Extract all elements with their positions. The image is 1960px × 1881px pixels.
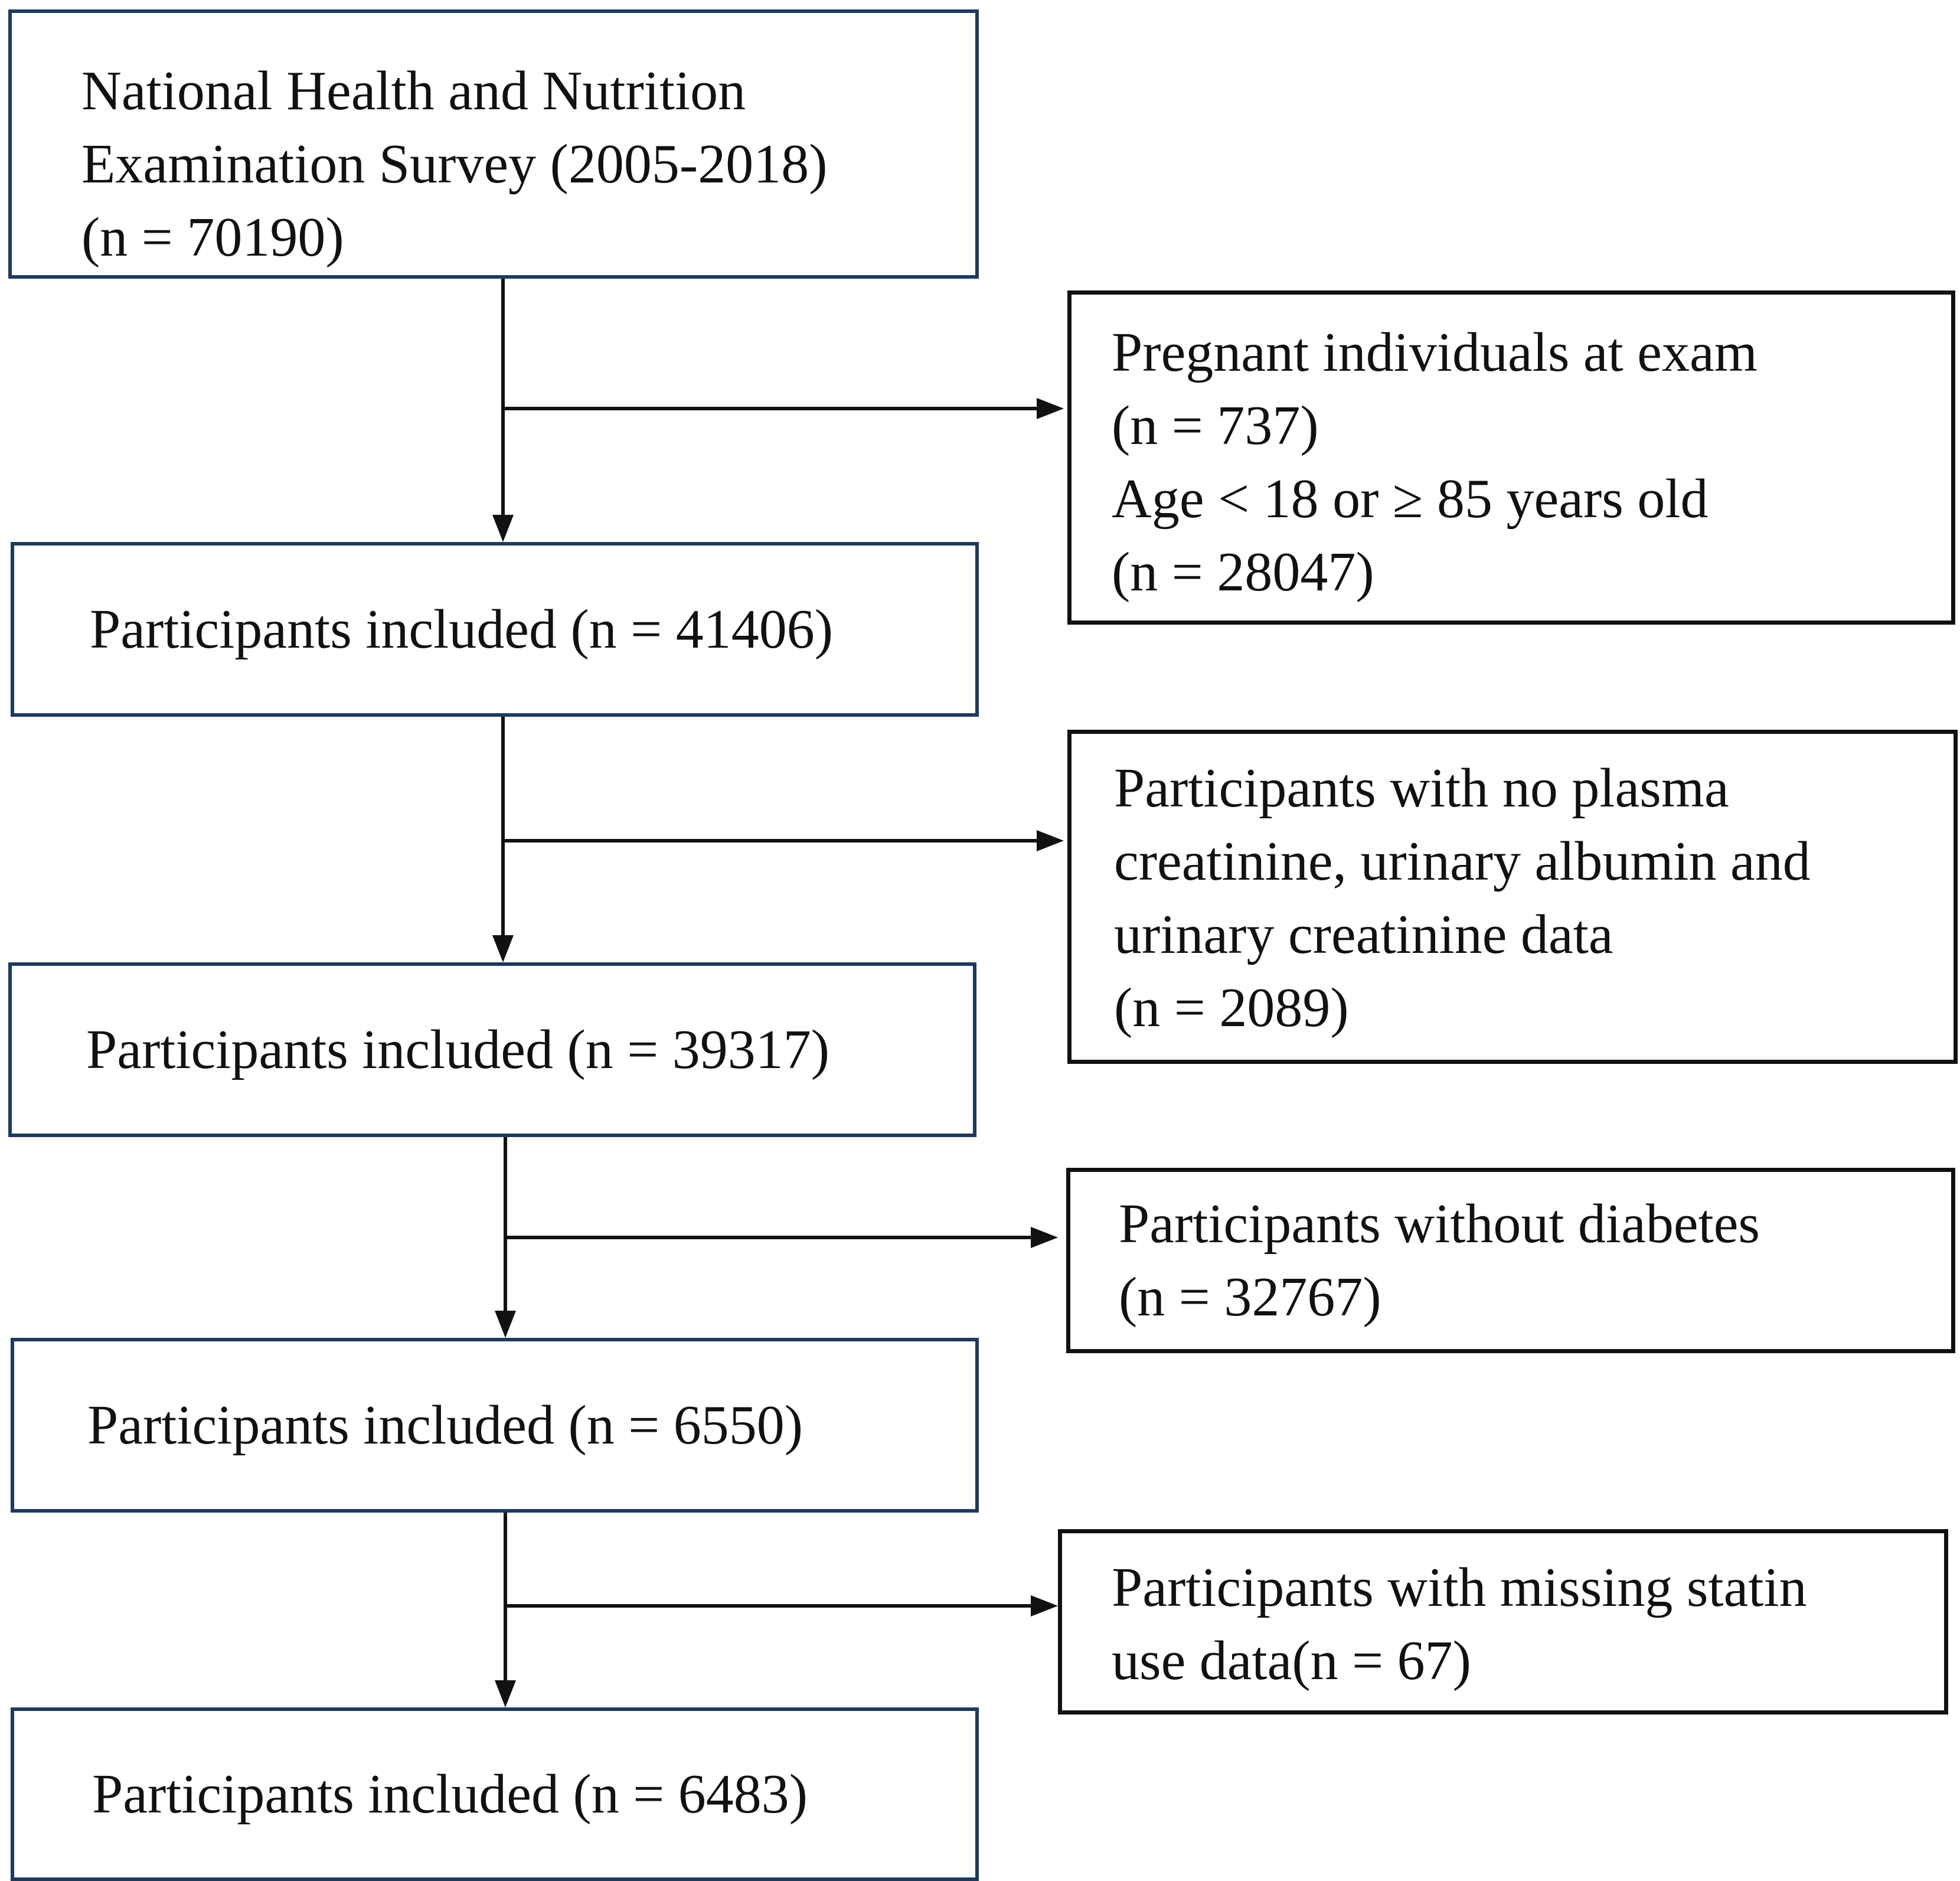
included-label-2: Participants included (n = 39317) xyxy=(86,1019,830,1080)
side-arrow-1-head xyxy=(1037,398,1064,419)
down-arrow-1-head xyxy=(492,515,514,542)
included-box-1 xyxy=(11,542,979,717)
exclusion-box-2 xyxy=(1067,730,1958,1064)
included-label-4: Participants included (n = 6483) xyxy=(92,1764,808,1825)
exclusion-box-4 xyxy=(1058,1529,1948,1715)
exclusion-1-line-3: Age < 18 or ≥ 85 years old xyxy=(1112,468,1709,530)
included-label-1: Participants included (n = 41406) xyxy=(90,599,834,660)
start-box xyxy=(8,9,979,279)
included-box-4 xyxy=(11,1707,979,1881)
exclusion-2-line-1: Participants with no plasma xyxy=(1114,757,1729,819)
side-arrow-2-head xyxy=(1037,830,1064,851)
included-label-3: Participants included (n = 6550) xyxy=(87,1395,803,1456)
down-arrow-3-head xyxy=(495,1311,516,1338)
down-arrow-4-head xyxy=(495,1680,516,1707)
exclusion-2-line-4: (n = 2089) xyxy=(1114,977,1349,1039)
exclusion-2-line-3: urinary creatinine data xyxy=(1114,904,1613,965)
start-line-3: (n = 70190) xyxy=(81,207,344,268)
exclusion-box-1 xyxy=(1067,290,1955,625)
start-line-1: National Health and Nutrition xyxy=(81,60,746,122)
included-box-3 xyxy=(11,1338,979,1513)
exclusion-2-line-2: creatinine, urinary albumin and xyxy=(1114,831,1811,892)
start-line-2: Examination Survey (2005-2018) xyxy=(81,133,828,195)
exclusion-1-line-2: (n = 737) xyxy=(1112,395,1319,456)
exclusion-box-3 xyxy=(1066,1168,1955,1353)
exclusion-1-line-1: Pregnant individuals at exam xyxy=(1112,322,1758,383)
side-arrow-4-head xyxy=(1031,1595,1058,1617)
exclusion-3-line-2: (n = 32767) xyxy=(1119,1266,1381,1328)
exclusion-3-line-1: Participants without diabetes xyxy=(1119,1193,1760,1255)
side-arrow-3-head xyxy=(1031,1227,1058,1248)
exclusion-4-line-2: use data(n = 67) xyxy=(1112,1630,1471,1691)
included-box-2 xyxy=(8,962,976,1137)
exclusion-4-line-1: Participants with missing statin xyxy=(1112,1557,1807,1618)
exclusion-1-line-4: (n = 28047) xyxy=(1112,541,1374,603)
down-arrow-2-head xyxy=(492,935,514,962)
